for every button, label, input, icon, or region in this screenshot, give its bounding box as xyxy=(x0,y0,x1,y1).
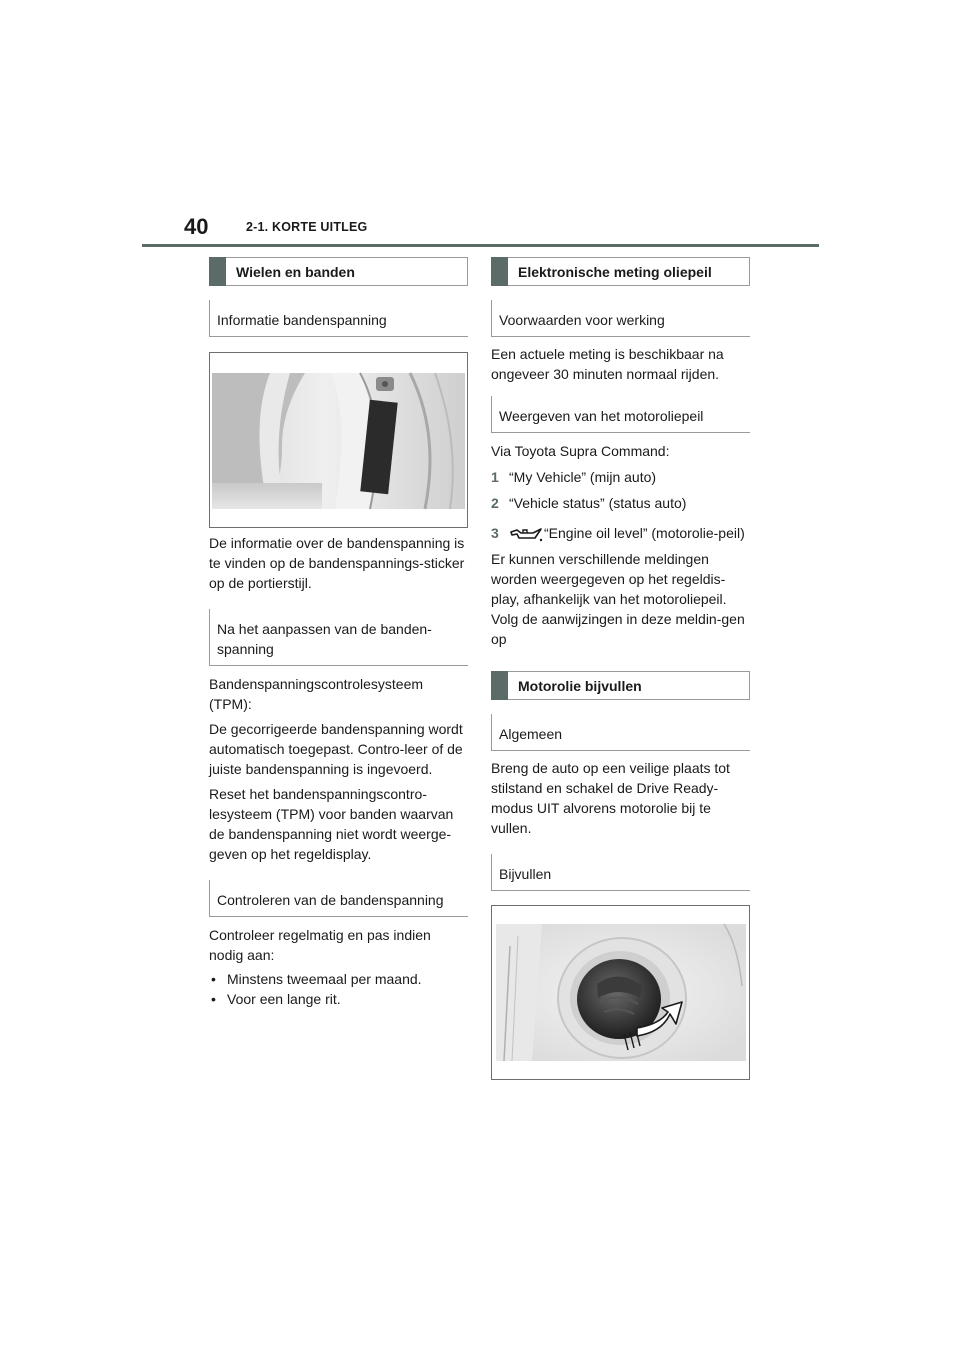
list-item xyxy=(209,989,468,1009)
section-tab xyxy=(491,257,508,286)
subheading-operating-conditions: Voorwaarden voor werking xyxy=(491,300,750,337)
step-text: “Engine oil level” (motorolie-peil) xyxy=(544,525,745,541)
section-heading-refill-oil xyxy=(491,671,750,700)
bullet-icon: • xyxy=(211,971,216,987)
list-item xyxy=(209,969,468,989)
step-number: 1 xyxy=(491,469,499,485)
paragraph-corrected-pressure: De gecorrigeerde bandenspanning wordt automatisch toegepast. Contro-leer of de juiste bandenspanning is ingevoerd. xyxy=(209,721,463,777)
right-column xyxy=(491,257,750,1080)
subheading-check-pressure: Controleren van de bandenspanning xyxy=(209,880,468,917)
subheading-tire-info: Informatie bandenspanning xyxy=(209,300,468,337)
oil-filler-cap-photo xyxy=(491,905,750,1080)
step-item xyxy=(491,467,750,487)
step-text: “Vehicle status” (status auto) xyxy=(509,495,687,511)
step-text: “My Vehicle” (mijn auto) xyxy=(509,469,657,485)
paragraph-via-command: Via Toyota Supra Command: xyxy=(491,443,670,459)
door-pillar-tire-sticker-photo-icon xyxy=(210,353,467,527)
section-title: Motorolie bijvullen xyxy=(518,678,642,694)
list-item-text: Minstens tweemaal per maand. xyxy=(227,971,422,987)
oil-filler-cap-photo-icon xyxy=(492,906,749,1079)
left-column xyxy=(209,257,468,1009)
step-number: 3 xyxy=(491,525,499,541)
chapter-title: 2-1. KORTE UITLEG xyxy=(246,220,368,234)
check-list xyxy=(209,969,468,1009)
bullet-icon: • xyxy=(211,991,216,1007)
header-rule xyxy=(142,244,819,247)
paragraph-reset-tpm: Reset het bandenspanningscontro-lesysteem (TPM) voor banden waarvan de bandenspanning niet wordt weerge-geven op het regeldisplay. xyxy=(209,786,454,862)
step-item xyxy=(491,493,750,513)
paragraph-safe-stop: Breng de auto op een veilige plaats tot stilstand en schakel de Drive Ready-modus UIT alvorens motorolie bij te vullen. xyxy=(491,760,730,836)
page-number: 40 xyxy=(184,214,209,239)
step-number: 2 xyxy=(491,495,499,511)
paragraph-measurement-available: Een actuele meting is beschikbaar na ongeveer 30 minuten normaal rijden. xyxy=(491,346,724,382)
subheading-display-oil-level: Weergeven van het motoroliepeil xyxy=(491,396,750,433)
section-heading-wheels xyxy=(209,257,468,286)
subheading-general: Algemeen xyxy=(491,714,750,751)
oil-can-icon xyxy=(509,526,543,542)
section-heading-oil-measurement xyxy=(491,257,750,286)
door-pillar-photo xyxy=(209,352,468,528)
subheading-refill: Bijvullen xyxy=(491,854,750,891)
paragraph-messages: Er kunnen verschillende meldingen worden weergegeven op het regeldis-play, afhankelijk van het motoroliepeil. Volg de aanwijzingen in deze meldin-gen op xyxy=(491,551,745,647)
section-title: Wielen en banden xyxy=(236,264,355,280)
step-item xyxy=(491,523,750,543)
section-title: Elektronische meting oliepeil xyxy=(518,264,712,280)
steps-list xyxy=(491,467,750,543)
subheading-after-adjust: Na het aanpassen van de banden-spanning xyxy=(209,609,468,666)
section-tab xyxy=(209,257,226,286)
paragraph-check-regularly: Controleer regelmatig en pas indien nodig aan: xyxy=(209,927,431,963)
paragraph-tpm: Bandenspanningscontrolesysteem (TPM): xyxy=(209,676,424,712)
section-tab xyxy=(491,671,508,700)
list-item-text: Voor een lange rit. xyxy=(227,991,341,1007)
paragraph-tire-info: De informatie over de bandenspanning is te vinden op de bandenspannings-sticker op de portierstijl. xyxy=(209,535,465,591)
